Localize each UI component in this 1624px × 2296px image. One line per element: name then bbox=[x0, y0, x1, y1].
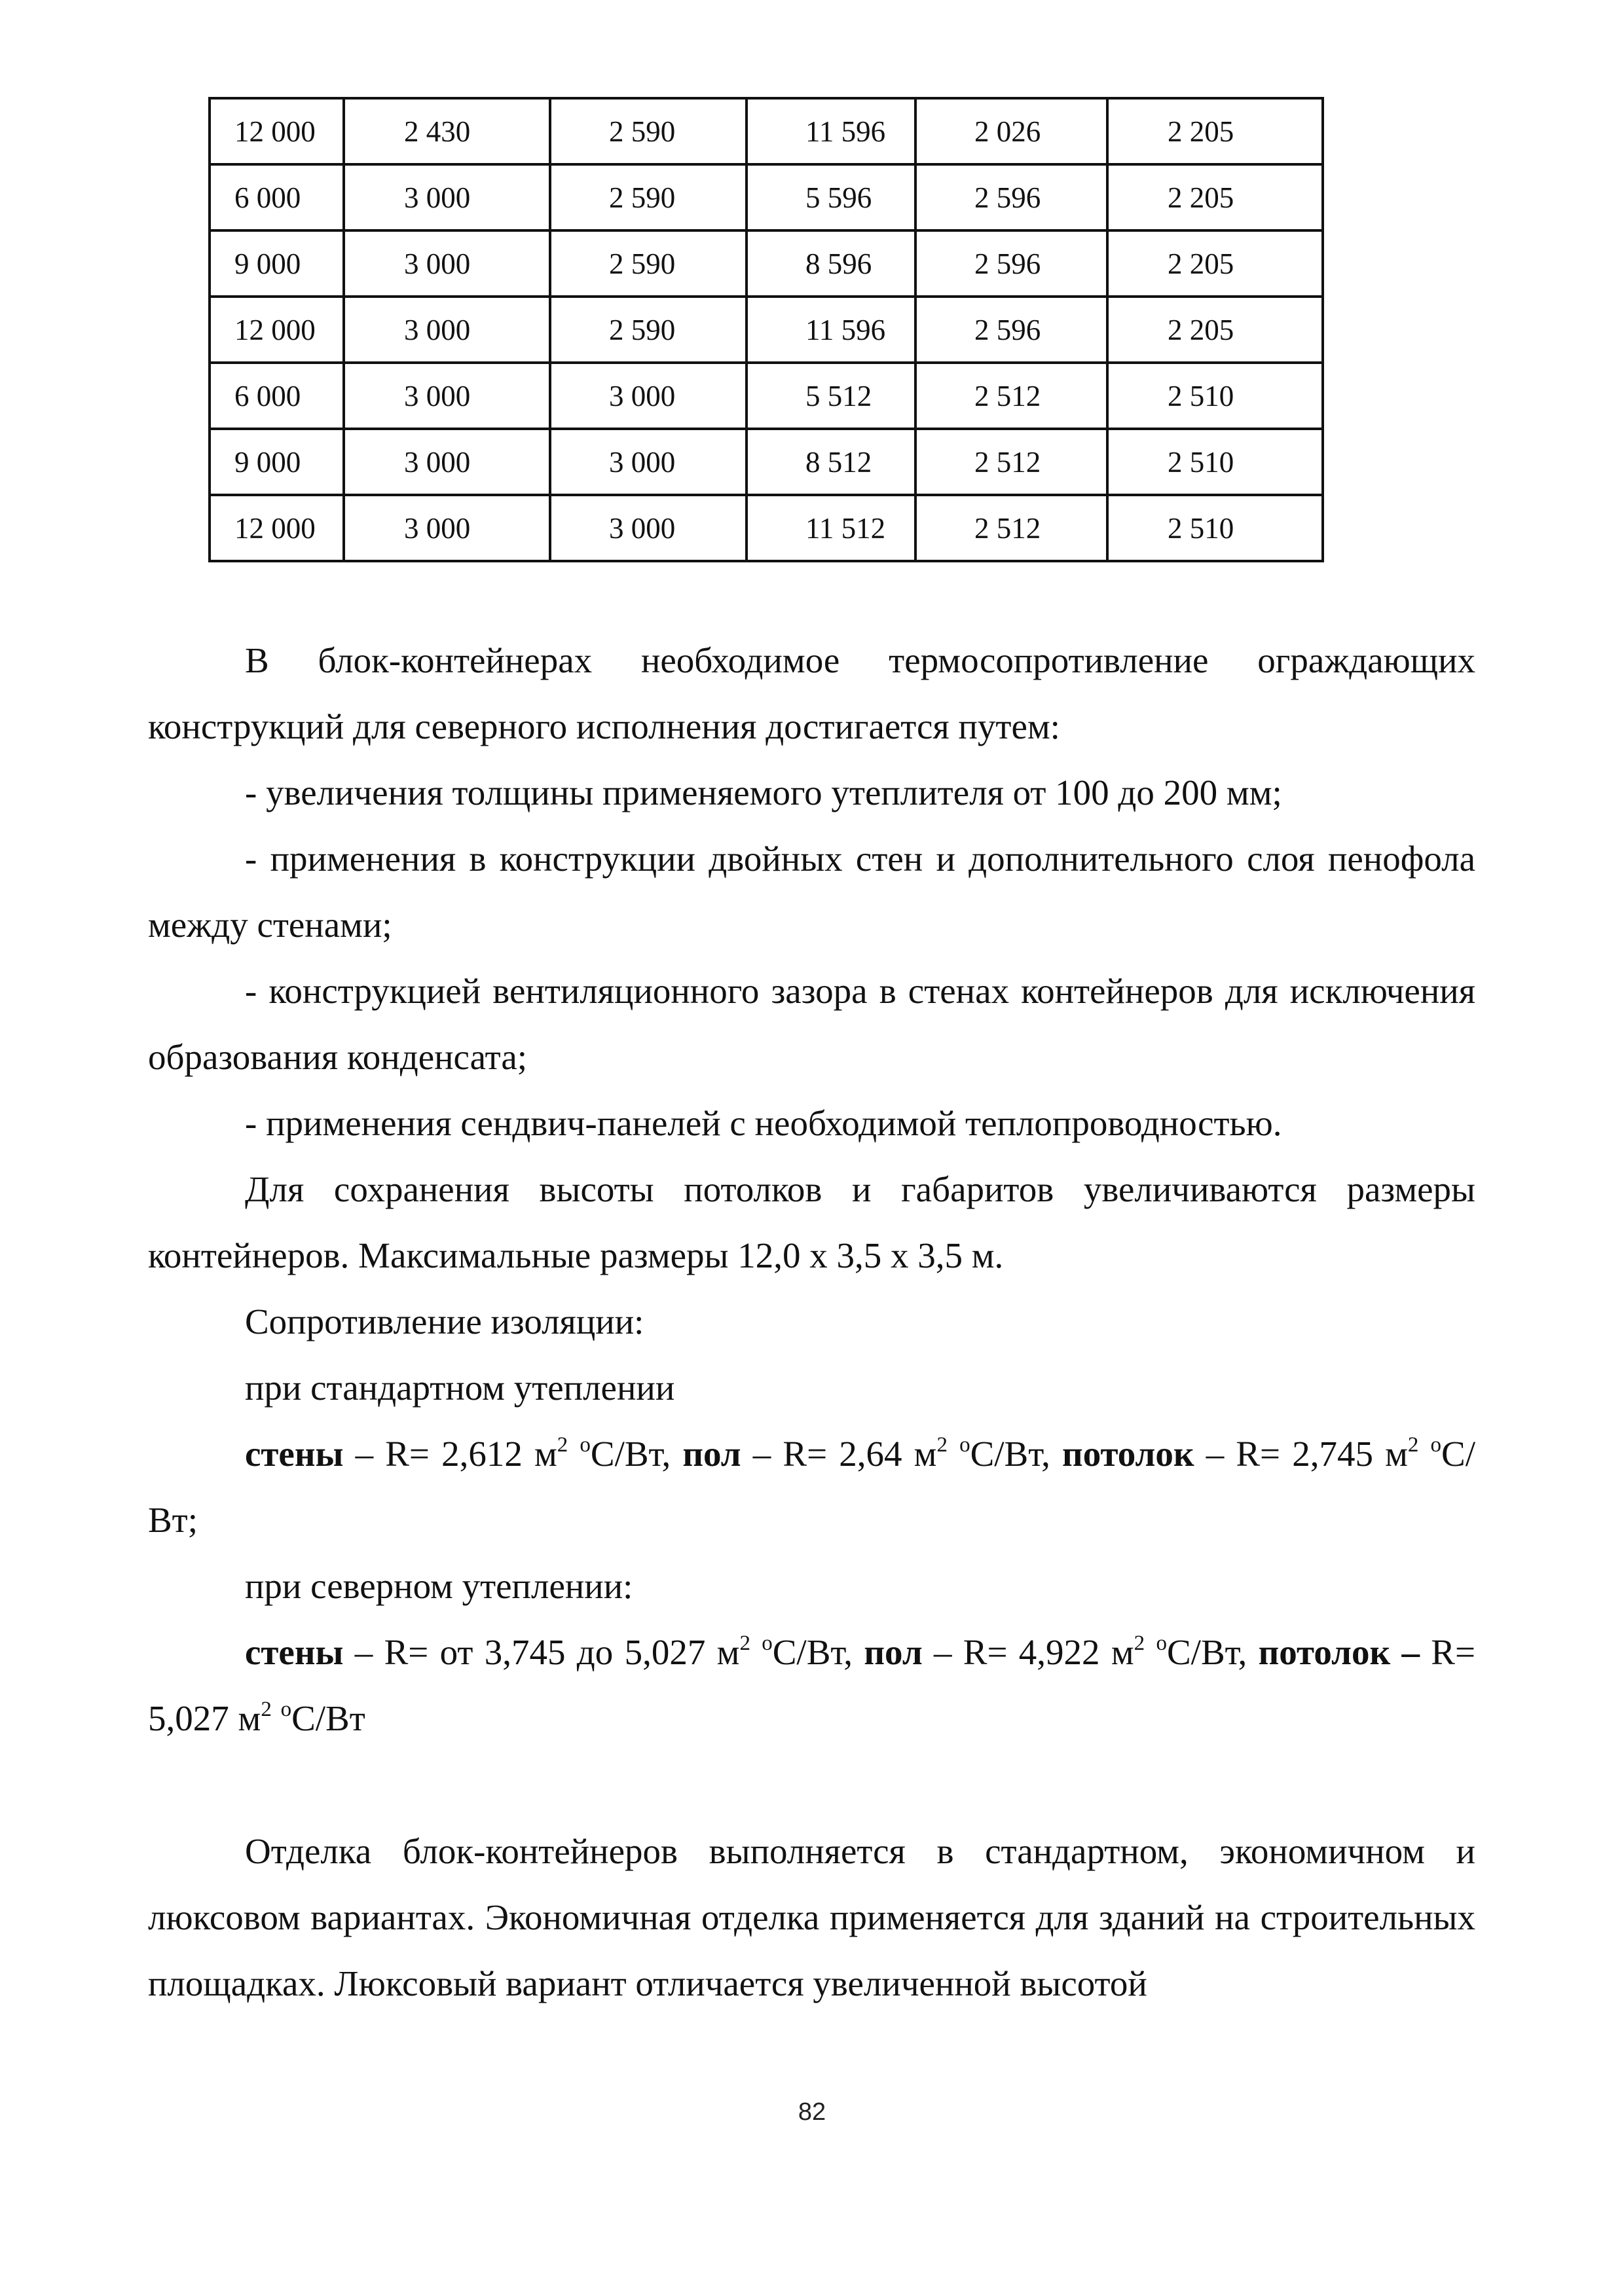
superscript: o bbox=[959, 1433, 970, 1457]
table-cell: 2 026 bbox=[915, 98, 1107, 164]
table-cell: 3 000 bbox=[344, 297, 550, 363]
superscript: o bbox=[1430, 1433, 1442, 1457]
table-cell: 8 596 bbox=[747, 230, 915, 297]
table-cell: 2 596 bbox=[915, 297, 1107, 363]
table-cell: 2 512 bbox=[915, 495, 1107, 561]
list-item: - применения сендвич-панелей с необходимой теплопроводностью. bbox=[245, 1103, 1282, 1143]
walls-value: – R= от 3,745 до 5,027 м bbox=[343, 1632, 740, 1672]
ceiling-label: потолок bbox=[1062, 1434, 1194, 1474]
table-cell: 12 000 bbox=[210, 98, 344, 164]
table-cell: 2 512 bbox=[915, 429, 1107, 495]
table-cell: 3 000 bbox=[550, 363, 747, 429]
dimensions-table bbox=[208, 97, 1324, 562]
intro-paragraph: В блок-контейнерах необходимое термосопротивление ограждающих конструкций для северного исполнения достигается путем: bbox=[148, 640, 1475, 746]
superscript: o bbox=[580, 1433, 591, 1457]
table-cell: 11 596 bbox=[747, 98, 915, 164]
walls-value: – R= 2,612 м bbox=[343, 1434, 557, 1474]
ceiling-value: R= 5,027 м bbox=[148, 1632, 1475, 1738]
table-cell: 2 590 bbox=[550, 98, 747, 164]
table-cell: 12 000 bbox=[210, 297, 344, 363]
list-item: - применения в конструкции двойных стен и дополнительного слоя пенофола между стенами; bbox=[148, 839, 1475, 945]
table-row bbox=[210, 297, 1323, 363]
table-cell: 3 000 bbox=[344, 230, 550, 297]
table-cell: 2 205 bbox=[1107, 297, 1323, 363]
table-cell: 2 590 bbox=[550, 297, 747, 363]
superscript: 2 bbox=[557, 1433, 568, 1457]
superscript: 2 bbox=[1407, 1433, 1419, 1457]
finishing-paragraph: Отделка блок-контейнеров выполняется в стандартном, экономичном и люксовом вариантах. Экономичная отделка применяется для зданий на строительных площадках. Люксовый вариант отличается увеличенной высотой bbox=[148, 1831, 1475, 2003]
table-cell: 2 510 bbox=[1107, 495, 1323, 561]
table-cell: 2 205 bbox=[1107, 98, 1323, 164]
superscript: o bbox=[280, 1698, 292, 1721]
table-cell: 12 000 bbox=[210, 495, 344, 561]
table-cell: 2 596 bbox=[915, 164, 1107, 230]
table-cell: 6 000 bbox=[210, 363, 344, 429]
table-row bbox=[210, 164, 1323, 230]
table-cell: 11 512 bbox=[747, 495, 915, 561]
standard-values bbox=[148, 1421, 1475, 1553]
table-cell: 3 000 bbox=[550, 495, 747, 561]
standard-heading: при стандартном утеплении bbox=[245, 1368, 675, 1408]
ceiling-value: – R= 2,745 м bbox=[1194, 1434, 1408, 1474]
superscript: o bbox=[762, 1631, 773, 1655]
unit: C/Вт, bbox=[1166, 1632, 1259, 1672]
table-cell: 6 000 bbox=[210, 164, 344, 230]
walls-label: стены bbox=[245, 1434, 344, 1474]
table-row bbox=[210, 429, 1323, 495]
floor-label: пол bbox=[864, 1632, 923, 1672]
table-cell: 11 596 bbox=[747, 297, 915, 363]
superscript: 2 bbox=[261, 1698, 272, 1721]
floor-value: – R= 4,922 м bbox=[922, 1632, 1134, 1672]
table-cell: 3 000 bbox=[344, 429, 550, 495]
unit: C/Вт bbox=[291, 1698, 365, 1738]
table-cell: 3 000 bbox=[550, 429, 747, 495]
floor-value: – R= 2,64 м bbox=[741, 1434, 937, 1474]
list-item: - конструкцией вентиляционного зазора в стенах контейнеров для исключения образования конденсата; bbox=[148, 971, 1475, 1077]
table-cell: 3 000 bbox=[344, 164, 550, 230]
table-cell: 2 512 bbox=[915, 363, 1107, 429]
table-cell: 2 510 bbox=[1107, 363, 1323, 429]
table-cell: 3 000 bbox=[344, 363, 550, 429]
body-text bbox=[148, 627, 1475, 2016]
table-body bbox=[210, 98, 1323, 561]
unit: C/Вт; bbox=[148, 1434, 1475, 1540]
table-cell: 2 596 bbox=[915, 230, 1107, 297]
table-row bbox=[210, 363, 1323, 429]
table-row bbox=[210, 495, 1323, 561]
page-number: 82 bbox=[798, 2098, 826, 2126]
superscript: o bbox=[1156, 1631, 1167, 1655]
north-values bbox=[148, 1619, 1475, 1751]
unit: C/Вт, bbox=[970, 1434, 1063, 1474]
table-cell: 2 590 bbox=[550, 164, 747, 230]
superscript: 2 bbox=[1134, 1631, 1145, 1655]
table-cell: 5 596 bbox=[747, 164, 915, 230]
table-cell: 3 000 bbox=[344, 495, 550, 561]
unit: C/Вт, bbox=[772, 1632, 864, 1672]
table-cell: 8 512 bbox=[747, 429, 915, 495]
walls-label: стены bbox=[245, 1632, 344, 1672]
table-cell: 2 205 bbox=[1107, 230, 1323, 297]
table-cell: 5 512 bbox=[747, 363, 915, 429]
table-cell: 2 590 bbox=[550, 230, 747, 297]
list-item: - увеличения толщины применяемого утеплителя от 100 до 200 мм; bbox=[245, 773, 1282, 812]
table-cell: 9 000 bbox=[210, 429, 344, 495]
floor-label: пол bbox=[682, 1434, 741, 1474]
sizes-paragraph: Для сохранения высоты потолков и габаритов увеличиваются размеры контейнеров. Максимальные размеры 12,0 х 3,5 х 3,5 м. bbox=[148, 1169, 1475, 1275]
table-cell: 9 000 bbox=[210, 230, 344, 297]
table-cell: 2 430 bbox=[344, 98, 550, 164]
ceiling-label: потолок – bbox=[1258, 1632, 1420, 1672]
table-row bbox=[210, 98, 1323, 164]
paragraph-gap bbox=[148, 1751, 1475, 1818]
resistance-heading: Сопротивление изоляции: bbox=[245, 1302, 644, 1341]
unit: C/Вт, bbox=[590, 1434, 683, 1474]
north-heading: при северном утеплении: bbox=[245, 1566, 633, 1606]
table-cell: 2 205 bbox=[1107, 164, 1323, 230]
table-cell: 2 510 bbox=[1107, 429, 1323, 495]
table-row bbox=[210, 230, 1323, 297]
superscript: 2 bbox=[739, 1631, 750, 1655]
superscript: 2 bbox=[936, 1433, 948, 1457]
